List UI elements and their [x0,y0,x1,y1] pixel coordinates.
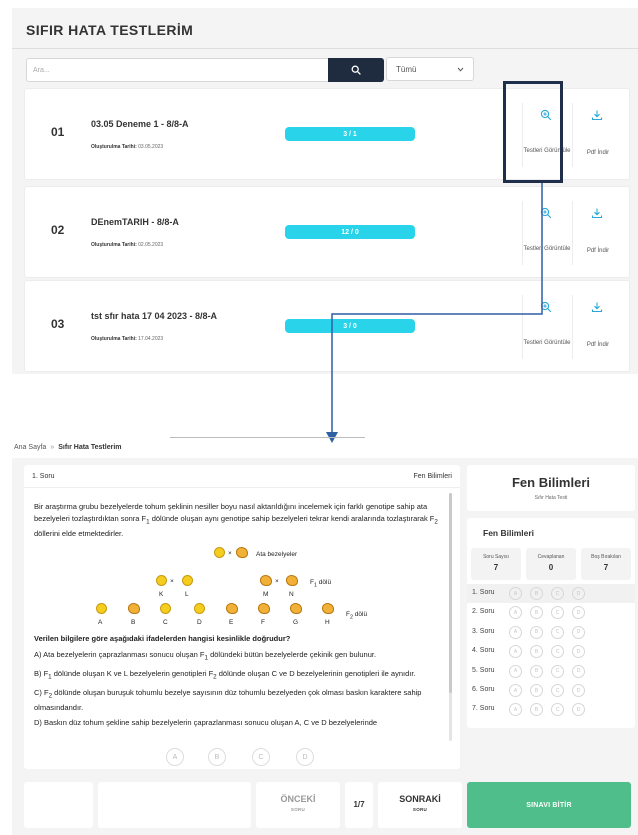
wrinkled-pea-icon [128,603,140,614]
search-input[interactable] [26,58,329,82]
search-icon [351,65,361,75]
question-number: 1. Soru [32,473,55,480]
question-list-label: 6. Soru [472,686,495,693]
date-value: 02.05.2023 [138,242,164,248]
pea-letter: E [229,619,234,626]
test-date [91,336,163,342]
zoom-in-icon [540,207,552,219]
option-text: dölünde oluşan C ve D bezelyelerinin genotipleri ile aynıdır. [216,668,416,678]
scrollbar-thumb[interactable] [449,493,452,693]
question-list-option[interactable]: A [509,626,522,639]
question-list-option[interactable]: B [530,703,543,716]
search-button[interactable] [328,58,384,82]
f-subscript: 1 [313,582,317,589]
f-suffix: dölü [317,579,332,586]
option-text: A) Ata bezelyelerin çaprazlanması sonucu oluşan F [34,649,205,659]
subject-card [467,465,635,511]
previous-question-button[interactable] [256,782,340,828]
date-label: Oluşturulma Tarihi: [91,144,137,150]
question-list-option[interactable]: C [551,703,564,716]
cross-symbol: × [275,578,279,585]
nav-placeholder [24,782,93,828]
question-list-item[interactable] [467,700,635,719]
stem-text: dölünde oluşan aynı genotipe sahip bezelyeleri tekrar kendi aralarında tozlaştırarak F [149,513,435,523]
previous-label: ÖNCEKİ [280,794,316,804]
pea-letter: B [131,619,136,626]
smooth-pea-icon [156,575,167,586]
question-list-option[interactable]: C [551,626,564,639]
option-b-text [34,668,444,683]
wrinkled-pea-icon [226,603,238,614]
pdf-download-label: Pdf İndir [586,150,610,156]
smooth-pea-icon [214,547,225,558]
view-tests-label: Testleri Görüntüle [523,148,571,154]
breadcrumb-home[interactable]: Ana Sayfa [14,444,47,451]
pea-letter: K [159,591,164,598]
option-text: dölündeki bütün bezelyelerde çekinik gen bulunur. [208,649,377,659]
question-list-item[interactable] [467,623,635,642]
stem-subscript: 1 [146,518,150,525]
title-divider [12,48,638,49]
question-list-option[interactable]: B [530,684,543,697]
question-divider [24,487,460,488]
option-subscript: 2 [48,692,53,699]
option-d-text: D) Baskın düz tohum şekline sahip bezelyelerin çaprazlanması sonucu oluşan A, C ve D bezelyelerinde [34,718,378,727]
test-name: 03.05 Deneme 1 - 8/8-A [91,119,189,129]
question-list-option[interactable]: D [572,626,585,639]
pdf-download-button[interactable] [573,187,623,279]
f-label: F [310,579,314,586]
pea-letter: F [261,619,265,626]
pdf-download-button[interactable] [573,89,623,181]
option-text: dölünde oluşan buruşuk tohumlu bezelye sayısının düz tohumlu bezelyeden çok olması baskın karaktere sahip olmasındandır. [34,687,422,712]
option-text: dölünde oluşan K ve L bezelyelerin genotipleri F [51,668,214,678]
smooth-pea-icon [160,603,171,614]
breadcrumb-current: Sıfır Hata Testlerim [58,444,122,451]
next-sublabel: SORU [412,807,428,812]
cross-symbol: × [228,550,232,557]
wrinkled-pea-icon [290,603,302,614]
highlight-frame [503,81,563,183]
stat-label: Soru Sayısı [483,554,509,560]
f-suffix: dölü [353,611,368,618]
filter-select[interactable] [386,57,474,81]
breadcrumb-divider [170,437,365,438]
question-list-option[interactable]: D [572,703,585,716]
question-list-label: 3. Soru [472,627,495,635]
view-tests-button[interactable] [522,187,572,279]
next-label: SONRAKİ [399,794,441,804]
question-list-option[interactable]: B [530,587,543,600]
previous-sublabel: SORU [290,807,306,812]
progress-bar: 3 / 0 [285,319,415,333]
next-question-button[interactable] [378,782,462,828]
nav-placeholder [98,782,251,828]
f-label: F [346,611,350,618]
question-list-option[interactable]: C [551,645,564,658]
option-subscript: 2 [213,673,217,680]
test-card [24,280,630,372]
page-title: SIFIR HATA TESTLERİM [26,22,194,38]
question-list-option[interactable]: C [551,606,564,619]
page-counter [345,782,373,828]
question-list-option[interactable]: A [509,703,522,716]
stat-value: 7 [493,563,499,572]
question-list-option[interactable]: D [572,665,585,678]
smooth-pea-icon [194,603,205,614]
wrinkled-pea-icon [236,547,248,558]
question-prompt: Verilen bilgilere göre aşağıdaki ifadelerden hangisi kesinlikle doğrudur? [34,634,291,643]
download-icon [591,109,603,121]
pea-letter: D [197,619,202,626]
question-stem [34,501,444,539]
progress-bar: 3 / 1 [285,127,415,141]
test-index: 02 [51,223,65,237]
stat-answered [526,548,576,580]
test-date [91,242,163,248]
question-list-option[interactable]: C [551,665,564,678]
download-icon [591,301,603,313]
finish-exam-button[interactable]: SINAVI BİTİR [467,782,631,828]
stat-value: 0 [548,563,554,572]
pea-letter: H [325,619,330,626]
option-a-text [34,649,444,664]
date-value: 17.04.2023 [138,336,164,342]
breadcrumb [14,444,122,451]
parents-label: Ata bezelyeler [256,551,298,558]
test-name: tst sfır hata 17 04 2023 - 8/8-A [91,311,218,321]
answer-option-b[interactable]: B [208,748,226,766]
page-count-value: 1/7 [353,800,365,809]
download-icon [591,207,603,219]
option-c-text [34,687,444,714]
question-list-option[interactable]: D [572,606,585,619]
test-index: 01 [51,125,65,139]
test-index: 03 [51,317,65,331]
question-list-option[interactable]: C [551,587,564,600]
question-list-option[interactable]: A [509,684,522,697]
pea-letter: C [163,619,168,626]
pdf-download-label: Pdf İndir [586,342,610,348]
question-list-item[interactable] [467,603,635,622]
f1-label [310,577,331,592]
question-list-label: 7. Soru [472,705,495,713]
test-date [91,144,163,150]
answer-option-a[interactable]: A [166,748,184,766]
chevron-down-icon [457,67,464,72]
option-subscript: 1 [48,673,52,680]
question-subject: Fen Bilimleri [413,473,452,480]
stat-total [471,548,521,580]
stat-value: 7 [603,563,609,572]
smooth-pea-icon [182,575,193,586]
question-list-option[interactable]: A [509,587,522,600]
stats-title: Fen Bilimleri [483,528,535,538]
stem-text: Bir araştırma grubu bezelyelerde tohum şeklinin nesiller boyu nasıl aktarıldığını incelemek için farklı genotipe sahip ata bezelyeleri tozlaştırdıktan sonra F [34,502,428,523]
answer-option-d[interactable]: D [296,748,314,766]
pdf-download-button[interactable] [573,281,623,373]
question-list-label: 4. Soru [472,647,495,655]
view-tests-button[interactable] [522,281,572,373]
question-list-option[interactable]: A [509,606,522,619]
option-text: C) F [34,687,49,697]
wrinkled-pea-icon [260,575,272,586]
test-name: DEnemTARIH - 8/8-A [91,217,179,227]
test-card [24,186,630,278]
f2-label [346,609,367,624]
date-value: 03.05.2023 [138,144,164,150]
question-list-option[interactable]: B [530,645,543,658]
question-list-item[interactable] [467,681,635,700]
zoom-in-icon [540,301,552,313]
subject-subtitle: Sıfır Hata Testi [534,495,568,501]
progress-bar: 12 / 0 [285,225,415,239]
question-list-label: 1. Soru [472,589,495,596]
question-list-option[interactable]: B [530,606,543,619]
question-list-option[interactable]: C [551,684,564,697]
option-text: B) F [34,668,49,678]
question-panel [24,465,460,769]
question-list-option[interactable]: A [509,665,522,678]
view-tests-label: Testleri Görüntüle [523,246,571,252]
view-tests-label: Testleri Görüntüle [523,340,571,346]
stem-subscript: 2 [434,518,438,525]
stat-label: Boş Bırakılan [591,554,621,560]
question-list-option[interactable]: D [572,587,585,600]
question-list-label: 2. Soru [472,608,495,616]
tests-panel [12,8,638,374]
question-list-option[interactable]: A [509,645,522,658]
pea-letter: A [98,619,103,626]
smooth-pea-icon [96,603,107,614]
question-list-label: 5. Soru [472,666,495,674]
cross-symbol: × [170,578,174,585]
pea-letter: L [185,591,189,598]
question-list-item[interactable] [467,662,635,681]
filter-selected-value: Tümü [396,64,417,74]
option-subscript: 1 [204,654,208,661]
date-label: Oluşturulma Tarihi: [91,242,137,248]
stem-text: döllerini elde etmektedirler. [34,528,124,538]
answer-option-c[interactable]: C [252,748,270,766]
date-label: Oluşturulma Tarihi: [91,336,137,342]
f-subscript: 2 [349,614,353,621]
question-list-item[interactable] [467,584,635,603]
question-list-option[interactable]: D [572,684,585,697]
subject-title: Fen Bilimleri [511,475,591,490]
question-list-option[interactable]: B [530,665,543,678]
pea-letter: N [289,591,294,598]
pdf-download-label: Pdf İndir [586,248,610,254]
stat-empty [581,548,631,580]
stat-label: Cevaplanan [537,554,565,560]
breadcrumb-separator: » [50,444,55,451]
pea-letter: M [263,591,269,598]
wrinkled-pea-icon [286,575,298,586]
question-list-option[interactable]: D [572,645,585,658]
pea-cross-figure [34,539,444,631]
pea-letter: G [293,619,299,626]
question-list-option[interactable]: B [530,626,543,639]
wrinkled-pea-icon [258,603,270,614]
question-scrollbar[interactable] [449,493,452,741]
wrinkled-pea-icon [322,603,334,614]
question-list-item[interactable] [467,642,635,661]
question-body [34,501,444,741]
